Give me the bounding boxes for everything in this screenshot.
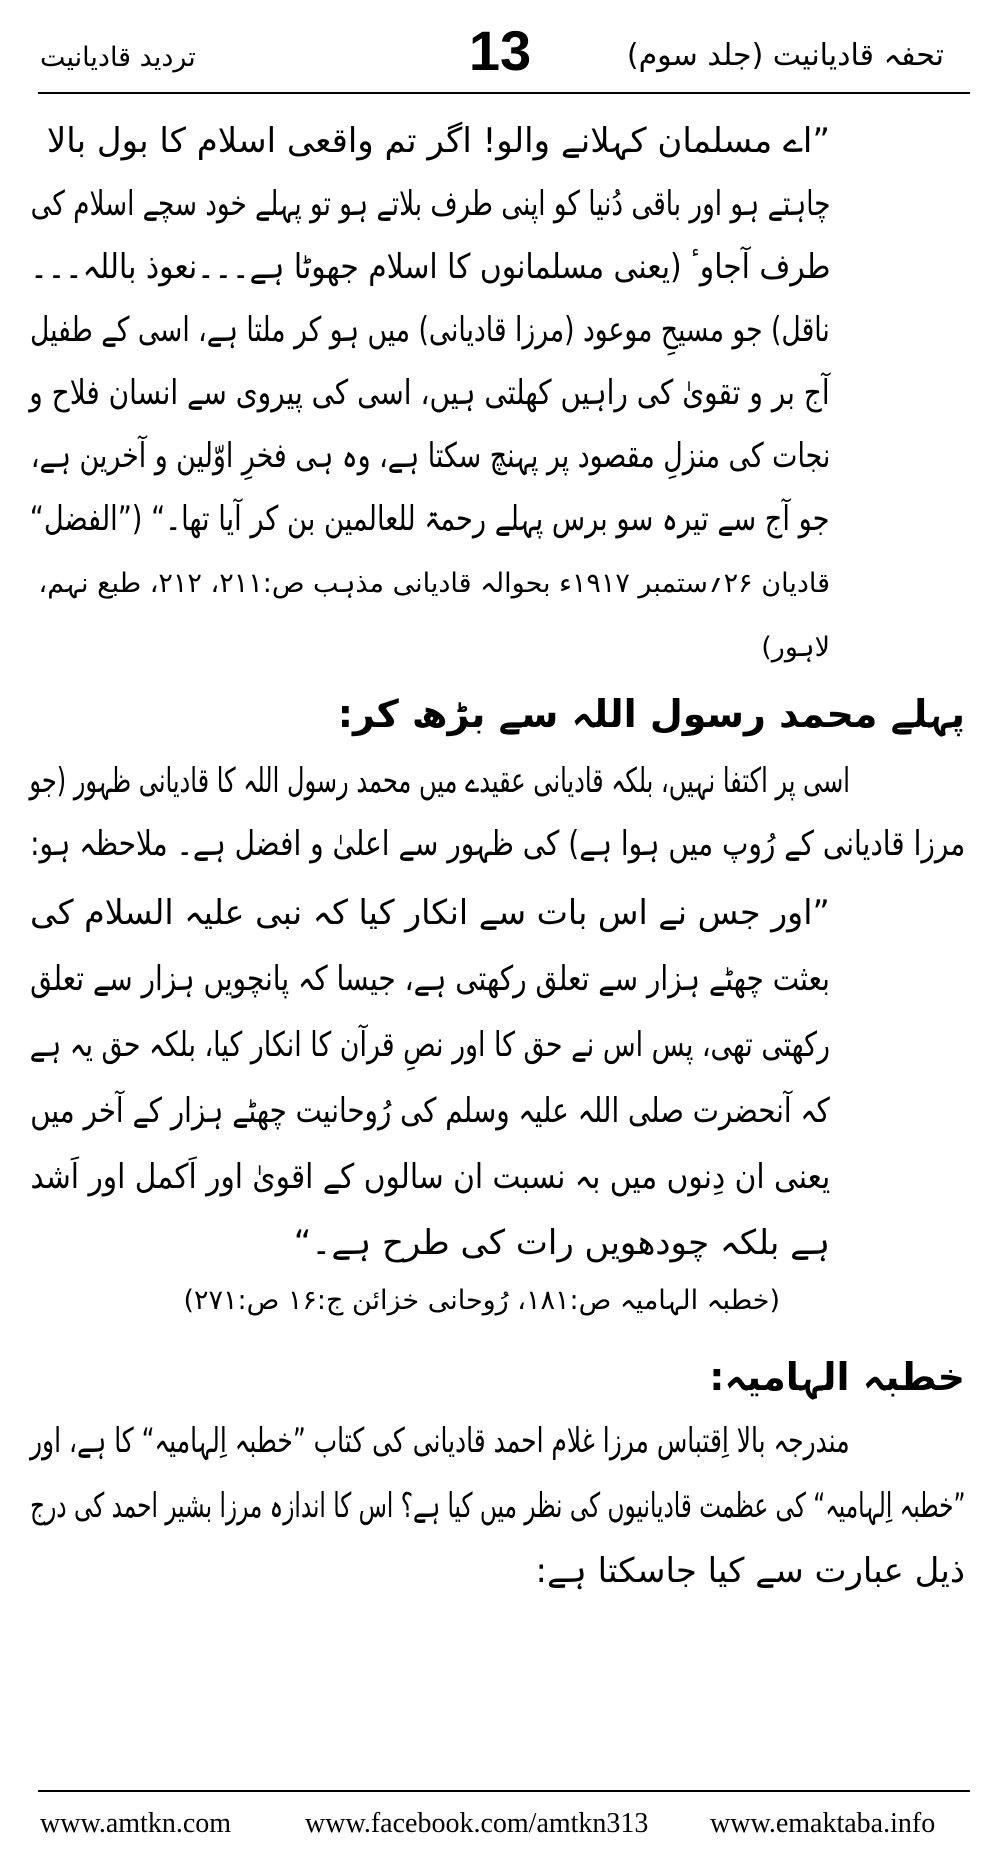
footer-link-facebook[interactable]: www.facebook.com/amtkn313 bbox=[305, 1808, 649, 1839]
paragraph-line: ”خطبہ اِلہامیہ“ کی عظمت قادیانیوں کی نظر میں کیا ہے؟ اس کا اندازہ مرزا بشیر احمد کی درج bbox=[29, 1486, 965, 1526]
paragraph-line: اسی پر اکتفا نہیں، بلکہ قادیانی عقیدے میں محمد رسول اللہ کا قادیانی ظہور (جو bbox=[29, 761, 850, 801]
quote1-reference: لاہور) bbox=[761, 632, 830, 663]
quote2-line: یعنی ان دِنوں میں بہ نسبت ان سالوں کے اقویٰ اور اَکمل اور اَشد bbox=[30, 1157, 830, 1197]
quote2-reference: (خطبہ الہامیہ ص:۱۸۱، رُوحانی خزائن ج:۱۶ ص:۲۷۱) bbox=[183, 1285, 780, 1316]
quote1-line: نجات کی منزلِ مقصود پر پہنچ سکتا ہے، وہ ہی فخرِ اوّلین و آخرین ہے، bbox=[30, 436, 830, 476]
paragraph-line: ذیل عبارت سے کیا جاسکتا ہے: bbox=[535, 1551, 965, 1591]
quote2-line: رکھتی تھی، پس اس نے حق کا اور نصِ قرآن کا انکار کیا، بلکہ حق یہ ہے bbox=[29, 1025, 830, 1065]
footer-rule bbox=[38, 1790, 970, 1792]
book-title: تحفہ قادیانیت (جلد سوم) bbox=[626, 38, 944, 73]
section-heading: خطبہ الہامیہ: bbox=[709, 1355, 965, 1399]
footer-link-amtkn[interactable]: www.amtkn.com bbox=[40, 1808, 232, 1839]
section-title: تردید قادیانیت bbox=[40, 42, 196, 73]
paragraph-line: مرزا قادیانی کے رُوپ میں ہوا ہے) کی ظہور سے اعلیٰ و افضل ہے۔ ملاحظہ ہو: bbox=[29, 824, 965, 864]
quote1-reference: قادیان ۲۶؍ستمبر ۱۹۱۷ء بحوالہ قادیانی مذہب ص:۲۱۱، ۲۱۲، طبع نہم، bbox=[38, 568, 830, 599]
quote1-line: جو آج سے تیرہ سو برس پہلے رحمۃ للعالمین بن کر آیا تھا۔“ (”الفضل“ bbox=[30, 499, 830, 539]
quote1-line: چاہتے ہو اور باقی دُنیا کو اپنی طرف بلاتے ہو تو پہلے خود سچے اسلام کی bbox=[30, 184, 830, 224]
quote2-line: ہے بلکہ چودھویں رات کی طرح ہے۔“ bbox=[293, 1223, 830, 1263]
section-heading: پہلے محمد رسول اللہ سے بڑھ کر: bbox=[337, 692, 965, 736]
footer-link-emaktaba[interactable]: www.emaktaba.info bbox=[710, 1808, 936, 1839]
quote2-line: بعثت چھٹے ہزار سے تعلق رکھتی ہے، جیسا کہ پانچویں ہزار سے تعلق bbox=[30, 959, 830, 999]
quote1-line: ناقل) جو مسیحِ موعود (مرزا قادیانی) میں ہو کر ملتا ہے، اسی کے طفیل bbox=[30, 310, 830, 350]
paragraph-line: مندرجہ بالا اِقتباس مرزا غلام احمد قادیانی کی کتاب ”خطبہ اِلہامیہ“ کا ہے، اور bbox=[30, 1421, 850, 1461]
quote1-line: آج بر و تقویٰ کی راہیں کھلتی ہیں، اسی کی پیروی سے انسان فلاح و bbox=[29, 373, 830, 413]
quote2-line: کہ آنحضرت صلی اللہ علیہ وسلم کی رُوحانیت چھٹے ہزار کے آخر میں bbox=[30, 1091, 830, 1131]
quote2-line: ”اور جس نے اس بات سے انکار کیا کہ نبی علیہ السلام کی bbox=[30, 893, 830, 933]
header-rule bbox=[38, 92, 970, 94]
quote1-line: ”اے مسلمان کہلانے والو! اگر تم واقعی اسلام کا بول بالا bbox=[46, 121, 830, 161]
quote1-line: طرف آجاوٴ (یعنی مسلمانوں کا اسلام جھوٹا ہے۔۔۔نعوذ باللہ۔۔۔ bbox=[29, 247, 830, 287]
page-number: 13 bbox=[468, 19, 532, 82]
